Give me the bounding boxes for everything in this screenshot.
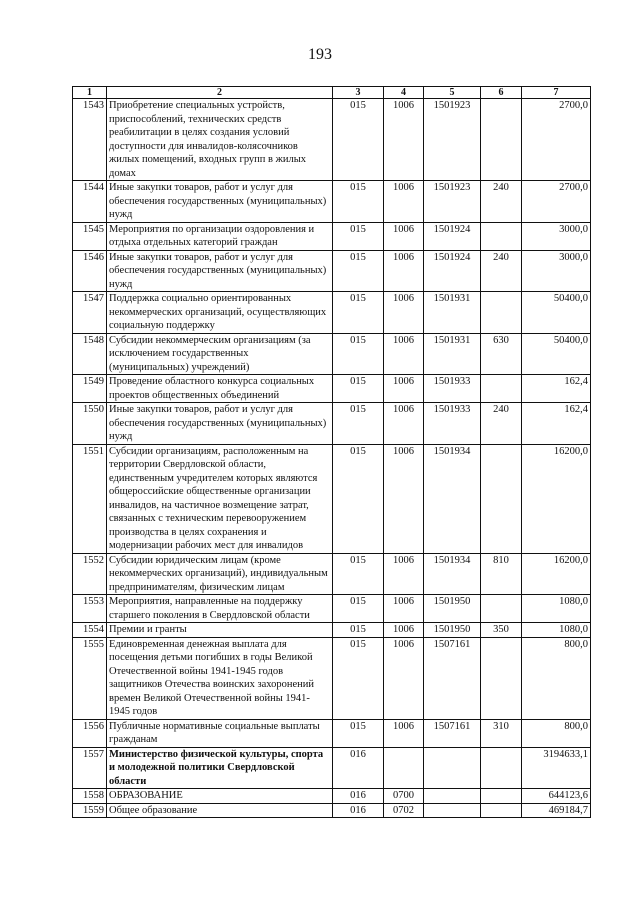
row-number-cell: 1557 xyxy=(73,747,107,789)
ministry-code-cell: 016 xyxy=(333,803,384,818)
table-header-row xyxy=(73,87,591,99)
section-code-cell: 1006 xyxy=(384,375,424,403)
column-header: 7 xyxy=(522,87,591,99)
row-number-cell: 1547 xyxy=(73,292,107,334)
ministry-code-cell: 016 xyxy=(333,747,384,789)
section-code-cell: 1006 xyxy=(384,595,424,623)
amount-cell: 16200,0 xyxy=(522,553,591,595)
amount-cell: 50400,0 xyxy=(522,333,591,375)
page-number: 193 xyxy=(308,46,332,63)
ministry-code-cell: 015 xyxy=(333,637,384,719)
amount-cell: 1080,0 xyxy=(522,623,591,638)
target-article-cell: 1501923 xyxy=(424,181,481,223)
expense-type-cell: 810 xyxy=(481,553,522,595)
column-header: 5 xyxy=(424,87,481,99)
item-name-cell: Общее образование xyxy=(107,803,333,818)
section-code-cell: 0702 xyxy=(384,803,424,818)
table-row xyxy=(73,292,591,334)
item-name-cell: Министерство физической культуры, спорта и молодежной политики Свердловской области xyxy=(107,747,333,789)
item-name-cell: Субсидии юридическим лицам (кроме некоммерческих организаций), индивидуальным предпринимателям, физическим лицам xyxy=(107,553,333,595)
ministry-code-cell: 015 xyxy=(333,222,384,250)
ministry-code-cell: 015 xyxy=(333,444,384,553)
expense-type-cell xyxy=(481,444,522,553)
section-code-cell: 1006 xyxy=(384,333,424,375)
amount-cell: 3194633,1 xyxy=(522,747,591,789)
ministry-code-cell: 015 xyxy=(333,99,384,181)
table-row xyxy=(73,181,591,223)
expense-type-cell: 240 xyxy=(481,403,522,445)
row-number-cell: 1552 xyxy=(73,553,107,595)
table-row xyxy=(73,595,591,623)
row-number-cell: 1559 xyxy=(73,803,107,818)
amount-cell: 800,0 xyxy=(522,719,591,747)
row-number-cell: 1554 xyxy=(73,623,107,638)
table-row xyxy=(73,375,591,403)
table-row xyxy=(73,222,591,250)
item-name-cell: Приобретение специальных устройств, приспособлений, технических средств реабилитации в целях создания условий доступности для инвалидов-колясочников жилых помещений, входных групп в жилых домах xyxy=(107,99,333,181)
section-code-cell: 0700 xyxy=(384,789,424,804)
row-number-cell: 1558 xyxy=(73,789,107,804)
column-header: 3 xyxy=(333,87,384,99)
table-row xyxy=(73,99,591,181)
table-row xyxy=(73,637,591,719)
expense-type-cell xyxy=(481,803,522,818)
row-number-cell: 1553 xyxy=(73,595,107,623)
section-code-cell: 1006 xyxy=(384,250,424,292)
row-number-cell: 1543 xyxy=(73,99,107,181)
ministry-code-cell: 015 xyxy=(333,553,384,595)
ministry-code-cell: 015 xyxy=(333,292,384,334)
ministry-code-cell: 015 xyxy=(333,181,384,223)
table-body xyxy=(73,99,591,818)
column-header: 2 xyxy=(107,87,333,99)
target-article-cell: 1501933 xyxy=(424,375,481,403)
section-code-cell: 1006 xyxy=(384,403,424,445)
row-number-cell: 1550 xyxy=(73,403,107,445)
item-name-cell: Мероприятия, направленные на поддержку старшего поколения в Свердловской области xyxy=(107,595,333,623)
table-row xyxy=(73,333,591,375)
section-code-cell: 1006 xyxy=(384,637,424,719)
target-article-cell: 1501933 xyxy=(424,403,481,445)
item-name-cell: Иные закупки товаров, работ и услуг для обеспечения государственных (муниципальных) нужд xyxy=(107,250,333,292)
ministry-code-cell: 015 xyxy=(333,595,384,623)
item-name-cell: Публичные нормативные социальные выплаты гражданам xyxy=(107,719,333,747)
row-number-cell: 1549 xyxy=(73,375,107,403)
amount-cell: 50400,0 xyxy=(522,292,591,334)
table-row xyxy=(73,403,591,445)
table-row xyxy=(73,719,591,747)
budget-table xyxy=(72,86,591,818)
target-article-cell xyxy=(424,747,481,789)
table-row xyxy=(73,250,591,292)
row-number-cell: 1546 xyxy=(73,250,107,292)
table-row xyxy=(73,444,591,553)
target-article-cell: 1501924 xyxy=(424,250,481,292)
column-header: 1 xyxy=(73,87,107,99)
expense-type-cell xyxy=(481,637,522,719)
table-row xyxy=(73,623,591,638)
amount-cell: 2700,0 xyxy=(522,181,591,223)
amount-cell: 162,4 xyxy=(522,403,591,445)
expense-type-cell: 350 xyxy=(481,623,522,638)
target-article-cell xyxy=(424,789,481,804)
amount-cell: 469184,7 xyxy=(522,803,591,818)
amount-cell: 16200,0 xyxy=(522,444,591,553)
section-code-cell: 1006 xyxy=(384,623,424,638)
expense-type-cell xyxy=(481,747,522,789)
item-name-cell: Иные закупки товаров, работ и услуг для обеспечения государственных (муниципальных) нужд xyxy=(107,403,333,445)
ministry-code-cell: 015 xyxy=(333,719,384,747)
expense-type-cell: 240 xyxy=(481,250,522,292)
expense-type-cell xyxy=(481,789,522,804)
item-name-cell: Мероприятия по организации оздоровления и отдыха отдельных категорий граждан xyxy=(107,222,333,250)
section-code-cell: 1006 xyxy=(384,444,424,553)
table-row xyxy=(73,553,591,595)
item-name-cell: ОБРАЗОВАНИЕ xyxy=(107,789,333,804)
ministry-code-cell: 015 xyxy=(333,250,384,292)
target-article-cell: 1501934 xyxy=(424,444,481,553)
amount-cell: 644123,6 xyxy=(522,789,591,804)
item-name-cell: Единовременная денежная выплата для посещения детьми погибших в годы Великой Отечественной войны 1941-1945 годов защитников Отечества воинских захоронений времен Великой Отечественной войны 1941-1945 годов xyxy=(107,637,333,719)
target-article-cell xyxy=(424,803,481,818)
ministry-code-cell: 015 xyxy=(333,333,384,375)
item-name-cell: Проведение областного конкурса социальных проектов общественных объединений xyxy=(107,375,333,403)
column-header: 4 xyxy=(384,87,424,99)
section-code-cell: 1006 xyxy=(384,553,424,595)
section-code-cell: 1006 xyxy=(384,222,424,250)
target-article-cell: 1501950 xyxy=(424,623,481,638)
target-article-cell: 1507161 xyxy=(424,719,481,747)
target-article-cell: 1501923 xyxy=(424,99,481,181)
expense-type-cell xyxy=(481,375,522,403)
amount-cell: 3000,0 xyxy=(522,222,591,250)
ministry-code-cell: 015 xyxy=(333,623,384,638)
item-name-cell: Премии и гранты xyxy=(107,623,333,638)
target-article-cell: 1501934 xyxy=(424,553,481,595)
amount-cell: 800,0 xyxy=(522,637,591,719)
item-name-cell: Иные закупки товаров, работ и услуг для обеспечения государственных (муниципальных) нужд xyxy=(107,181,333,223)
section-code-cell: 1006 xyxy=(384,181,424,223)
ministry-code-cell: 015 xyxy=(333,375,384,403)
amount-cell: 162,4 xyxy=(522,375,591,403)
target-article-cell: 1501931 xyxy=(424,333,481,375)
table-row xyxy=(73,803,591,818)
expense-type-cell: 630 xyxy=(481,333,522,375)
expense-type-cell xyxy=(481,292,522,334)
row-number-cell: 1555 xyxy=(73,637,107,719)
ministry-code-cell: 015 xyxy=(333,403,384,445)
item-name-cell: Субсидии организациям, расположенным на территории Свердловской области, единственным учредителем которых являются общероссийские общественные организации инвалидов, на частичное возмещение затрат, связанных с техническим перевооружением производства в целях сохранения и модернизации рабочих мест для инвалидов xyxy=(107,444,333,553)
table-row xyxy=(73,747,591,789)
column-header: 6 xyxy=(481,87,522,99)
target-article-cell: 1507161 xyxy=(424,637,481,719)
row-number-cell: 1548 xyxy=(73,333,107,375)
expense-type-cell: 310 xyxy=(481,719,522,747)
expense-type-cell: 240 xyxy=(481,181,522,223)
expense-type-cell xyxy=(481,595,522,623)
amount-cell: 2700,0 xyxy=(522,99,591,181)
target-article-cell: 1501950 xyxy=(424,595,481,623)
row-number-cell: 1544 xyxy=(73,181,107,223)
section-code-cell: 1006 xyxy=(384,292,424,334)
ministry-code-cell: 016 xyxy=(333,789,384,804)
expense-type-cell xyxy=(481,99,522,181)
section-code-cell: 1006 xyxy=(384,719,424,747)
item-name-cell: Поддержка социально ориентированных некоммерческих организаций, осуществляющих социальную поддержку xyxy=(107,292,333,334)
row-number-cell: 1556 xyxy=(73,719,107,747)
amount-cell: 3000,0 xyxy=(522,250,591,292)
expense-type-cell xyxy=(481,222,522,250)
table-row xyxy=(73,789,591,804)
row-number-cell: 1545 xyxy=(73,222,107,250)
target-article-cell: 1501924 xyxy=(424,222,481,250)
amount-cell: 1080,0 xyxy=(522,595,591,623)
target-article-cell: 1501931 xyxy=(424,292,481,334)
item-name-cell: Субсидии некоммерческим организациям (за исключением государственных (муниципальных) учреждений) xyxy=(107,333,333,375)
row-number-cell: 1551 xyxy=(73,444,107,553)
section-code-cell: 1006 xyxy=(384,99,424,181)
section-code-cell xyxy=(384,747,424,789)
